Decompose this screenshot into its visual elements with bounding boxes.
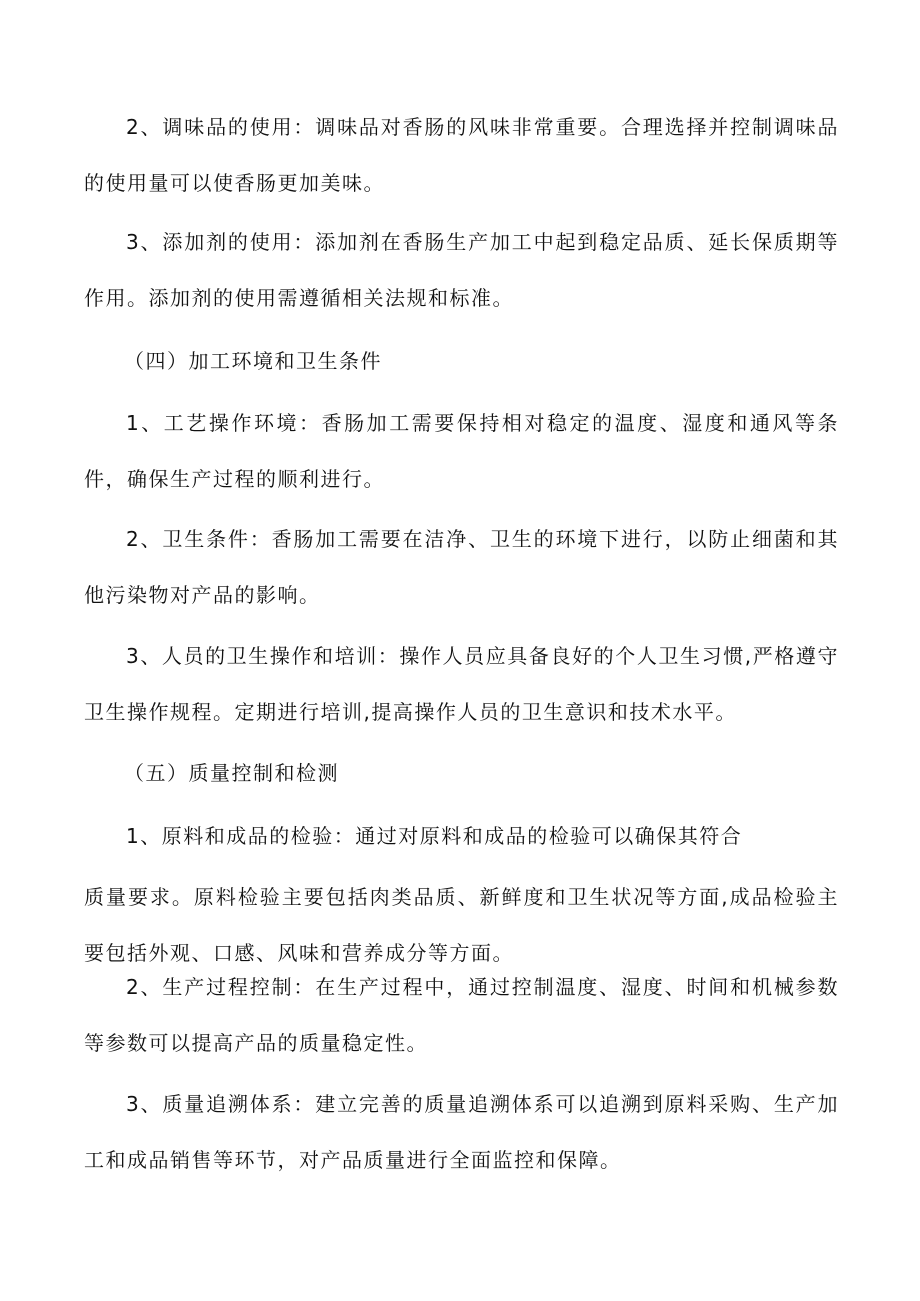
paragraph-additive-use: 3、添加剂的使用：添加剂在香肠生产加工中起到稳定品质、延长保质期等作用。添加剂的使用需遵循相关法规和标准。 <box>84 230 839 310</box>
section-heading-environment: （四）加工环境和卫生条件 <box>124 349 382 373</box>
paragraph-hygiene-conditions: 2、卫生条件：香肠加工需要在洁净、卫生的环境下进行，以防止细菌和其他污染物对产品的影响。 <box>84 527 839 607</box>
section-heading-quality-control: （五）质量控制和检测 <box>124 761 339 785</box>
paragraph-process-environment: 1、工艺操作环境：香肠加工需要保持相对稳定的温度、湿度和通风等条件，确保生产过程的顺利进行。 <box>84 411 839 491</box>
paragraph-traceability-system: 3、质量追溯体系：建立完善的质量追溯体系可以追溯到原料采购、生产加工和成品销售等环节，对产品质量进行全面监控和保障。 <box>84 1092 839 1172</box>
paragraph-production-control: 2、生产过程控制：在生产过程中，通过控制温度、湿度、时间和机械参数等参数可以提高产品的质量稳定性。 <box>84 975 839 1055</box>
paragraph-seasoning-use: 2、调味品的使用：调味品对香肠的风味非常重要。合理选择并控制调味品的使用量可以使香肠更加美味。 <box>84 115 839 195</box>
paragraph-material-inspection-continued: 质量要求。原料检验主要包括肉类品质、新鲜度和卫生状况等方面,成品检验主要包括外观、口感、风味和营养成分等方面。 <box>84 885 839 965</box>
paragraph-staff-training: 3、人员的卫生操作和培训：操作人员应具备良好的个人卫生习惯,严格遵守卫生操作规程。定期进行培训,提高操作人员的卫生意识和技术水平。 <box>84 644 839 724</box>
paragraph-material-inspection-start: 1、原料和成品的检验：通过对原料和成品的检验可以确保其符合 <box>126 824 743 848</box>
